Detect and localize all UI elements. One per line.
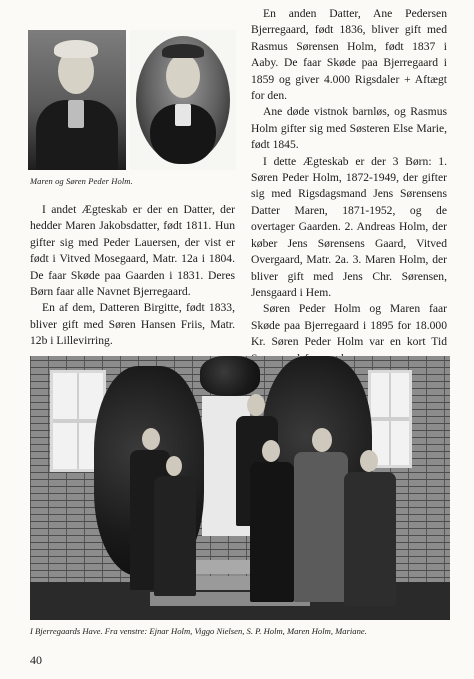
portrait-caption: Maren og Søren Peder Holm. — [30, 176, 133, 186]
portrait-photos — [28, 30, 236, 170]
right-text-column — [251, 6, 447, 383]
group-photo — [30, 356, 450, 620]
group-photo-caption: I Bjerregaards Have. Fra venstre: Ejnar Holm, Viggo Nielsen, S. P. Holm, Maren Holm, Mariane. — [30, 626, 367, 636]
paragraph: En af dem, Datteren Birgitte, født 1833, bliver gift med Søren Hansen Friis, Matr. 12b i Lillevirring. — [30, 301, 235, 348]
paragraph: Ane døde vistnok barnløs, og Rasmus Holm gifter sig med Søsteren Else Marie, født 1845. — [251, 105, 447, 152]
left-text-column — [30, 202, 235, 350]
paragraph: Søren Peder Holm og Maren faar Skøde paa Bjerregaard i 1895 for 18.000 Kr. Søren Peder Holm var en kort Tid — [251, 302, 447, 349]
portrait-soren-peder-holm — [130, 30, 236, 170]
portrait-maren-holm — [28, 30, 126, 170]
paragraph: En anden Datter, Ane Pedersen Bjerregaard, født 1836, bliver gift med Rasmus Sørensen Holm, født 1837 i Aaby. De faar Skøde paa Bjerregaard i 1859 og giver 4.000 Rigsdaler + Aftægt for den. — [251, 7, 447, 103]
paragraph: I andet Ægteskab er der en Datter, der hedder Maren Jakobsdatter, født 1811. Hun gifter sig med Peder Lauersen, der vist er født i Vitved Mosegaard, Matr. 12a i 1804. De faar Skøde paa Gaarden i 1831. Deres Børn faar alle Navnet Bjerregaard. — [30, 203, 235, 299]
page-number: 40 — [30, 653, 42, 667]
paragraph: I dette Ægteskab er der 3 Børn: 1. Søren Peder Holm, 1872-1949, der gifter sig med Rigsdagsmand Jens Sørensens Datter Maren, 1871-1952, og de overtager Gaarden. 2. Andreas Holm, der køber Jens Sørensens Gaard, Vitved Overgaard, Matr. 2a. 3. Maren Holm, der bliver gift med Jens Chr. Sørensen, Jensgaard i Hem. — [251, 154, 447, 299]
